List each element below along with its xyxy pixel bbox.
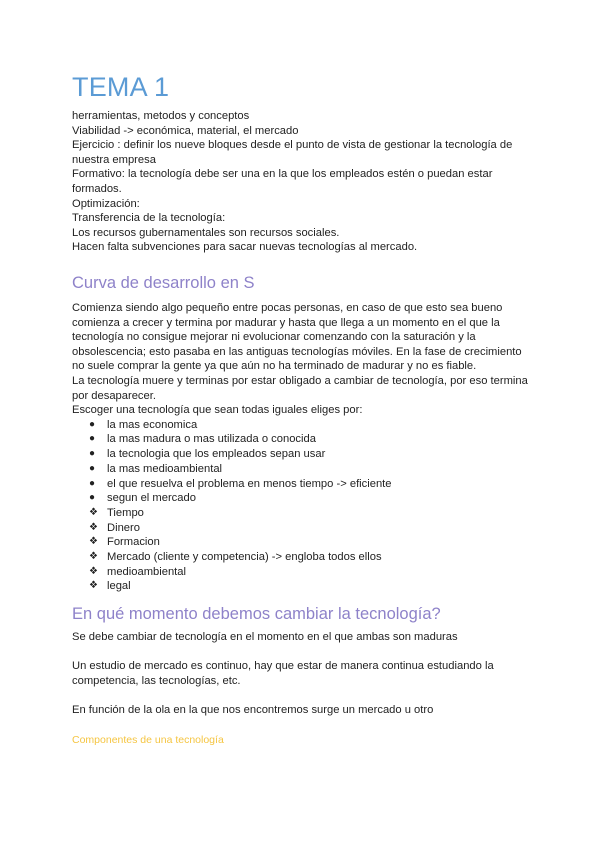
bullet-icon: ● (89, 433, 96, 445)
list-item: ● la mas madura o mas utilizada o conocida (89, 433, 316, 446)
paragraph-line: Escoger una tecnología que sean todas iguales eliges por: (72, 404, 363, 417)
diamond-bullet-icon: ❖ (89, 536, 98, 548)
list-item: ● la mas economica (89, 418, 198, 431)
list-item: ● segun el mercado (89, 492, 196, 505)
paragraph-line: por desaparecer. (72, 389, 156, 402)
paragraph-line: tecnología no consigue mejorar ni evolucionar comenzando con la saturación y la (72, 331, 476, 344)
intro-line: Viabilidad -> económica, material, el mercado (72, 124, 299, 137)
diamond-bullet-icon: ❖ (89, 506, 98, 518)
list-item: ● la mas medioambiental (89, 462, 223, 475)
diamond-bullet-icon: ❖ (89, 551, 98, 563)
intro-line: Optimización: (72, 197, 140, 210)
section-heading-componentes: Componentes de una tecnología (72, 734, 224, 746)
section-heading-curva: Curva de desarrollo en S (72, 274, 255, 292)
paragraph-line: competencia, las tecnologías, etc. (72, 674, 241, 687)
intro-block (72, 109, 542, 255)
bullet-icon: ● (89, 448, 96, 460)
list-item: ❖ Mercado (cliente y competencia) -> engloba todos ellos (89, 551, 382, 564)
section-heading-cambiar: En qué momento debemos cambiar la tecnología? (72, 605, 441, 623)
paragraph-line: Comienza siendo algo pequeño entre pocas personas, en caso de que esto sea bueno (72, 302, 503, 314)
list-item: ❖ Formacion (89, 536, 160, 549)
list-item: ❖ Tiempo (89, 506, 144, 519)
diamond-bullet-icon: ❖ (89, 565, 98, 577)
paragraph-line: comienza a crecer y termina por madurar y hasta que llega a un momento en el que la (72, 316, 500, 329)
diamond-bullet-icon: ❖ (89, 521, 98, 533)
section-cambiar-paragraph (72, 659, 542, 688)
paragraph-line: no suele comprar la gente ya que aún no ha terminado de madurar y no es fiable. (72, 360, 477, 373)
intro-line: Transferencia de la tecnología: (72, 212, 226, 225)
bullet-icon: ● (89, 418, 96, 430)
intro-line: Formativo: la tecnología debe ser una en la que los empleados estén o puedan estar (72, 168, 493, 181)
list-item: ❖ legal (89, 580, 131, 593)
bullet-icon: ● (89, 477, 96, 489)
intro-line: nuestra empresa (72, 153, 156, 166)
bullet-icon: ● (89, 462, 96, 474)
intro-line: herramientas, metodos y conceptos (72, 110, 250, 122)
section-curva-body (72, 301, 542, 594)
list-item: ❖ medioambiental (89, 565, 186, 578)
page-title: TEMA 1 (72, 72, 170, 102)
paragraph-line: En función de la ola en la que nos encontremos surge un mercado u otro (72, 704, 434, 716)
intro-line: Hacen falta subvenciones para sacar nuevas tecnologías al mercado. (72, 241, 418, 254)
intro-line: Los recursos gubernamentales son recursos sociales. (72, 226, 340, 239)
paragraph-line: Se debe cambiar de tecnología en el momento en el que ambas son maduras (72, 631, 458, 643)
diamond-bullet-icon: ❖ (89, 580, 98, 592)
section-cambiar-body (72, 630, 542, 645)
list-item: ● la tecnologia que los empleados sepan usar (89, 448, 326, 461)
paragraph-line: Un estudio de mercado es continuo, hay que estar de manera continua estudiando la (72, 660, 494, 672)
criteria-list (72, 418, 542, 594)
intro-line: Ejercicio : definir los nueve bloques desde el punto de vista de gestionar la tecnología de (72, 139, 513, 152)
list-item: ❖ Dinero (89, 521, 140, 534)
bullet-icon: ● (89, 492, 96, 504)
intro-line: formados. (72, 182, 122, 195)
section-cambiar-paragraph (72, 703, 542, 718)
paragraph-line: La tecnología muere y terminas por estar obligado a cambiar de tecnología, por eso termina (72, 374, 528, 387)
paragraph-line: obsolescencia; esto pasaba en las antiguas tecnologías móviles. En la fase de crecimiento (72, 345, 522, 358)
list-item: ● el que resuelva el problema en menos tiempo -> eficiente (89, 477, 392, 490)
